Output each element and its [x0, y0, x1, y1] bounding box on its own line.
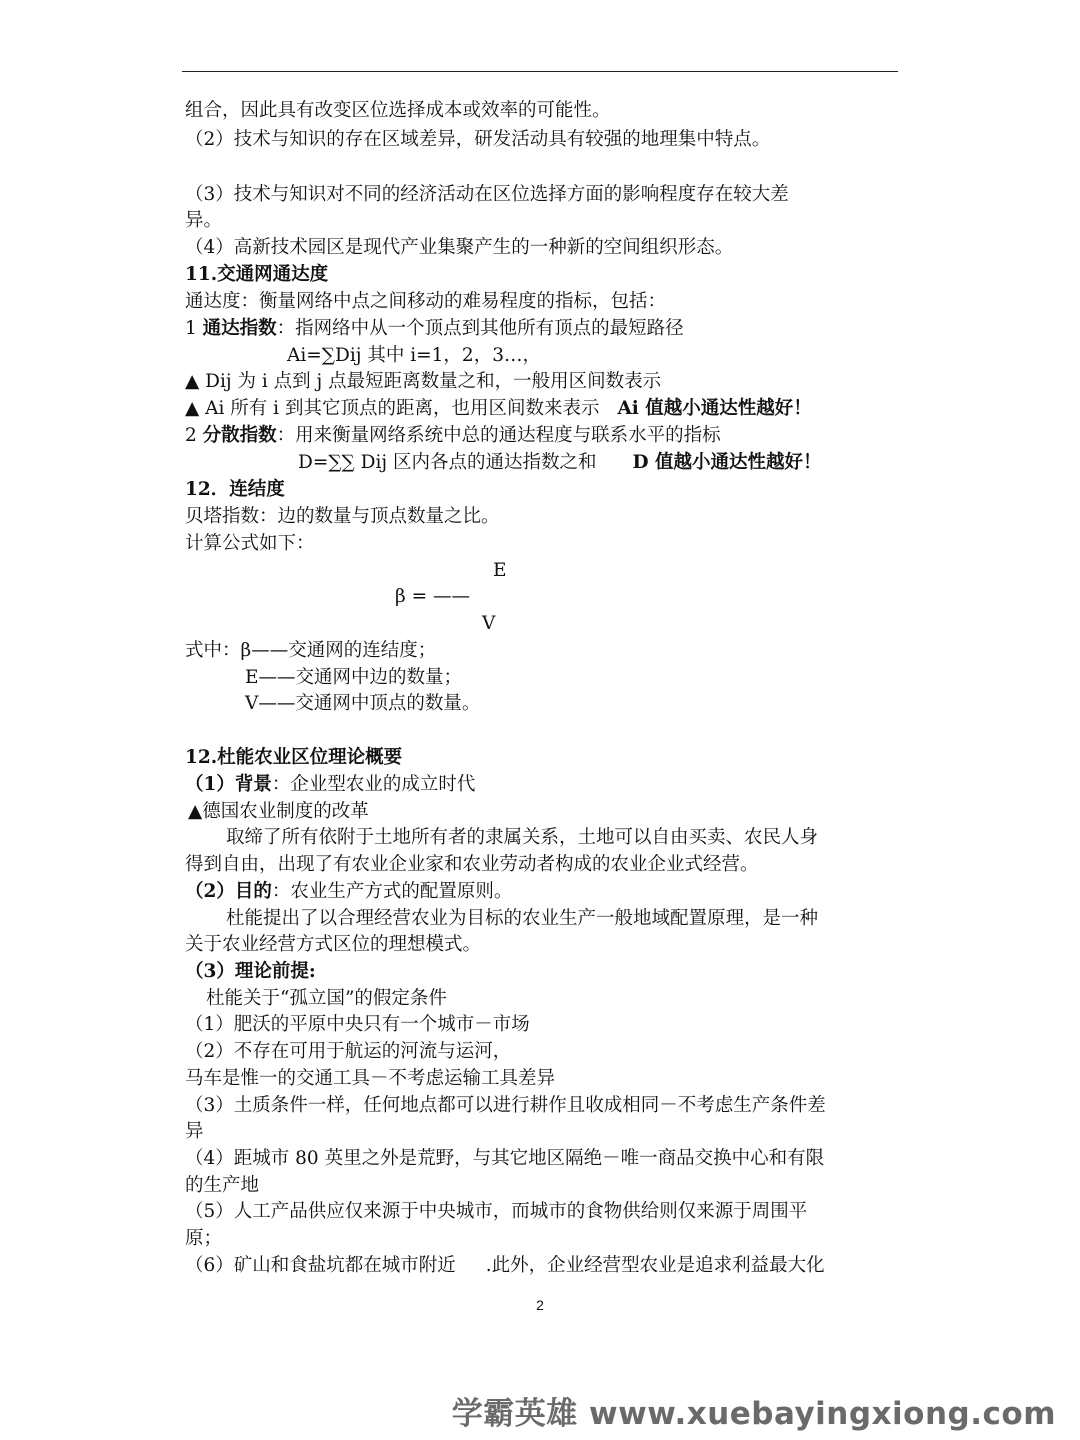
text-line — [185, 316, 684, 342]
text-span: .此外，企业经营型农业是追求利益最大化 — [485, 1255, 825, 1276]
text-line: 计算公式如下： — [185, 533, 315, 554]
emphasis-bold: D 值越小通达性越好！ — [632, 452, 822, 473]
text-span: ：企业型农业的成立时代 — [271, 774, 476, 795]
text-line: 组合，因此具有改变区位选择成本或效率的可能性。 — [185, 100, 611, 121]
section-heading: 12．连结度 — [185, 479, 285, 500]
term-bold: 分散指数 — [202, 425, 277, 446]
text-line: （4）距城市 80 英里之外是荒野，与其它地区隔绝－唯一商品交换中心和有限 — [185, 1148, 825, 1169]
subheading-bold: （2）目的 — [185, 881, 272, 902]
text-line: （3）土质条件一样，任何地点都可以进行耕作且收成相同－不考虑生产条件差 — [185, 1095, 826, 1116]
text-span: ：指网络中从一个顶点到其他所有顶点的最短路径 — [276, 318, 684, 339]
text-span: 2 — [185, 425, 203, 446]
text-line: ▲德国农业制度的改革 — [188, 801, 369, 822]
text-span: ：用来衡量网络系统中总的通达程度与联系水平的指标 — [276, 425, 721, 446]
text-line: ▲ Dij 为 i 点到 j 点最短距离数量之和，一般用区间数表示 — [185, 371, 662, 392]
formula-denominator: V — [482, 613, 496, 634]
text-span: D=∑∑ Dij 区内各点的通达指数之和 — [298, 452, 597, 473]
text-line: （3）技术与知识对不同的经济活动在区位选择方面的影响程度存在较大差 — [185, 184, 789, 205]
header-rule — [182, 71, 898, 72]
page-number: 2 — [536, 1297, 544, 1313]
text-line: 原； — [185, 1228, 223, 1249]
text-line — [185, 772, 475, 798]
formula-line — [298, 450, 822, 476]
text-line — [185, 396, 812, 422]
text-span: 1 — [185, 318, 203, 339]
text-line: （1）肥沃的平原中央只有一个城市－市场 — [185, 1014, 530, 1035]
text-line: 异。 — [185, 210, 223, 231]
text-line: 贝塔指数：边的数量与顶点数量之比。 — [185, 506, 500, 527]
formula-line: Ai=∑Dij 其中 i=1，2，3…， — [287, 345, 541, 366]
text-span: （6）矿山和食盐坑都在城市附近 — [185, 1255, 456, 1276]
text-line: E——交通网中边的数量； — [245, 667, 463, 688]
text-span: ▲ Ai 所有 i 到其它顶点的距离，也用区间数来表示 — [185, 398, 600, 419]
subheading-bold: （3）理论前提: — [185, 961, 316, 982]
text-line: 杜能关于“孤立国”的假定条件 — [206, 988, 447, 1009]
text-line: 得到自由，出现了有农业企业家和农业劳动者构成的农业企业式经营。 — [185, 854, 759, 875]
text-line: （4）高新技术园区是现代产业集聚产生的一种新的空间组织形态。 — [185, 237, 734, 258]
text-line: 关于农业经营方式区位的理想模式。 — [185, 934, 482, 955]
text-line — [185, 423, 721, 449]
section-heading: 12.杜能农业区位理论概要 — [185, 747, 403, 768]
term-bold: 通达指数 — [202, 318, 277, 339]
text-line: V——交通网中顶点的数量。 — [245, 693, 481, 714]
formula-numerator: E — [493, 560, 507, 581]
text-line: （5）人工产品供应仅来源于中央城市，而城市的食物供给则仅来源于周围平 — [185, 1201, 808, 1222]
watermark: 学霸英雄 www.xuebayingxiong.com — [451, 1396, 1056, 1432]
text-line: 取缔了所有依附于土地所有者的隶属关系，土地可以自由买卖、农民人身 — [226, 827, 819, 848]
text-line: 的生产地 — [185, 1175, 260, 1196]
formula-beta: β = —— — [395, 586, 470, 607]
text-line: 式中：β——交通网的连结度； — [185, 640, 437, 661]
text-line: 通达度：衡量网络中点之间移动的难易程度的指标，包括： — [185, 291, 667, 312]
section-heading: 11.交通网通达度 — [185, 264, 329, 285]
text-line: （2）技术与知识的存在区域差异，研发活动具有较强的地理集中特点。 — [185, 129, 771, 150]
text-line — [185, 879, 512, 905]
emphasis-bold: Ai 值越小通达性越好！ — [617, 398, 812, 419]
text-line: 异 — [185, 1121, 204, 1142]
text-line: 马车是惟一的交通工具－不考虑运输工具差异 — [185, 1068, 556, 1089]
text-line: 杜能提出了以合理经营农业为目标的农业生产一般地域配置原理，是一种 — [226, 908, 819, 929]
text-line: （2）不存在可用于航运的河流与运河， — [185, 1041, 512, 1062]
text-span: ：农业生产方式的配置原则。 — [271, 881, 513, 902]
subheading-bold: （1）背景 — [185, 774, 272, 795]
text-line — [185, 1253, 825, 1279]
